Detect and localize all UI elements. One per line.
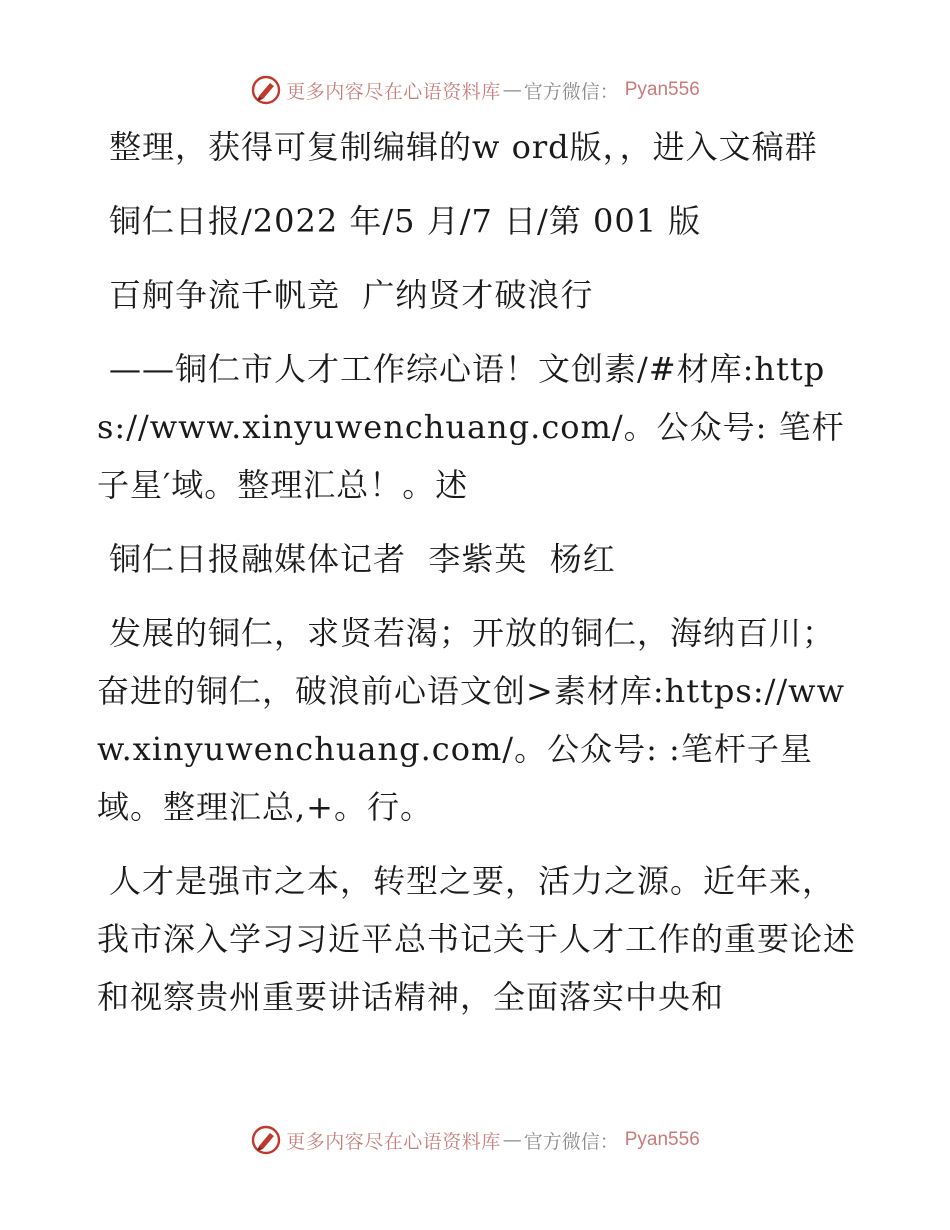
- pen-logo-icon: [250, 1124, 282, 1156]
- page-footer-watermark: [0, 1120, 950, 1160]
- pen-logo-icon: [250, 74, 282, 106]
- paragraph-body-1: 发展的铜仁，求贤若渴；开放的铜仁，海纳百川；奋进的铜仁，破浪前心语文创>素材库:https://www.xinyuwenchuang.com/。公众号: :笔杆子星域。整理汇总,+。行。: [97, 614, 845, 826]
- paragraph-byline: 铜仁日报融媒体记者 李紫英 杨红: [109, 540, 616, 578]
- paragraph-body-2: 人才是强市之本，转型之要，活力之源。近年来，我市深入学习习近平总书记关于人才工作的重要论述和视察贵州重要讲话精神，全面落实中央和: [97, 862, 857, 1016]
- document-body: [97, 118, 857, 1042]
- watermark-label: 官方微信：: [523, 1130, 619, 1153]
- watermark-site-text: 更多内容尽在心语资料库: [286, 1130, 501, 1153]
- page-header-watermark: [0, 70, 950, 110]
- watermark-dash: —: [502, 1129, 522, 1151]
- paragraph-subheadline: ——铜仁市人才工作综心语！文创素/#材库:https://www.xinyuwenchuang.com/。公众号: 笔杆子星′域。整理汇总！。述: [97, 350, 845, 504]
- paragraph-intro: 整理，获得可复制编辑的w ord版，，进入文稿群: [109, 128, 818, 166]
- watermark-id: Pyan556: [624, 79, 700, 100]
- watermark-dash: —: [502, 79, 522, 101]
- watermark-id: Pyan556: [624, 1129, 700, 1150]
- paragraph-headline: 百舸争流千帆竞 广纳贤才破浪行: [109, 276, 594, 314]
- watermark-site-text: 更多内容尽在心语资料库: [286, 80, 501, 103]
- paragraph-source-line: 铜仁日报/2022 年/5 月/7 日/第 001 版: [109, 202, 702, 240]
- watermark-label: 官方微信：: [523, 80, 619, 103]
